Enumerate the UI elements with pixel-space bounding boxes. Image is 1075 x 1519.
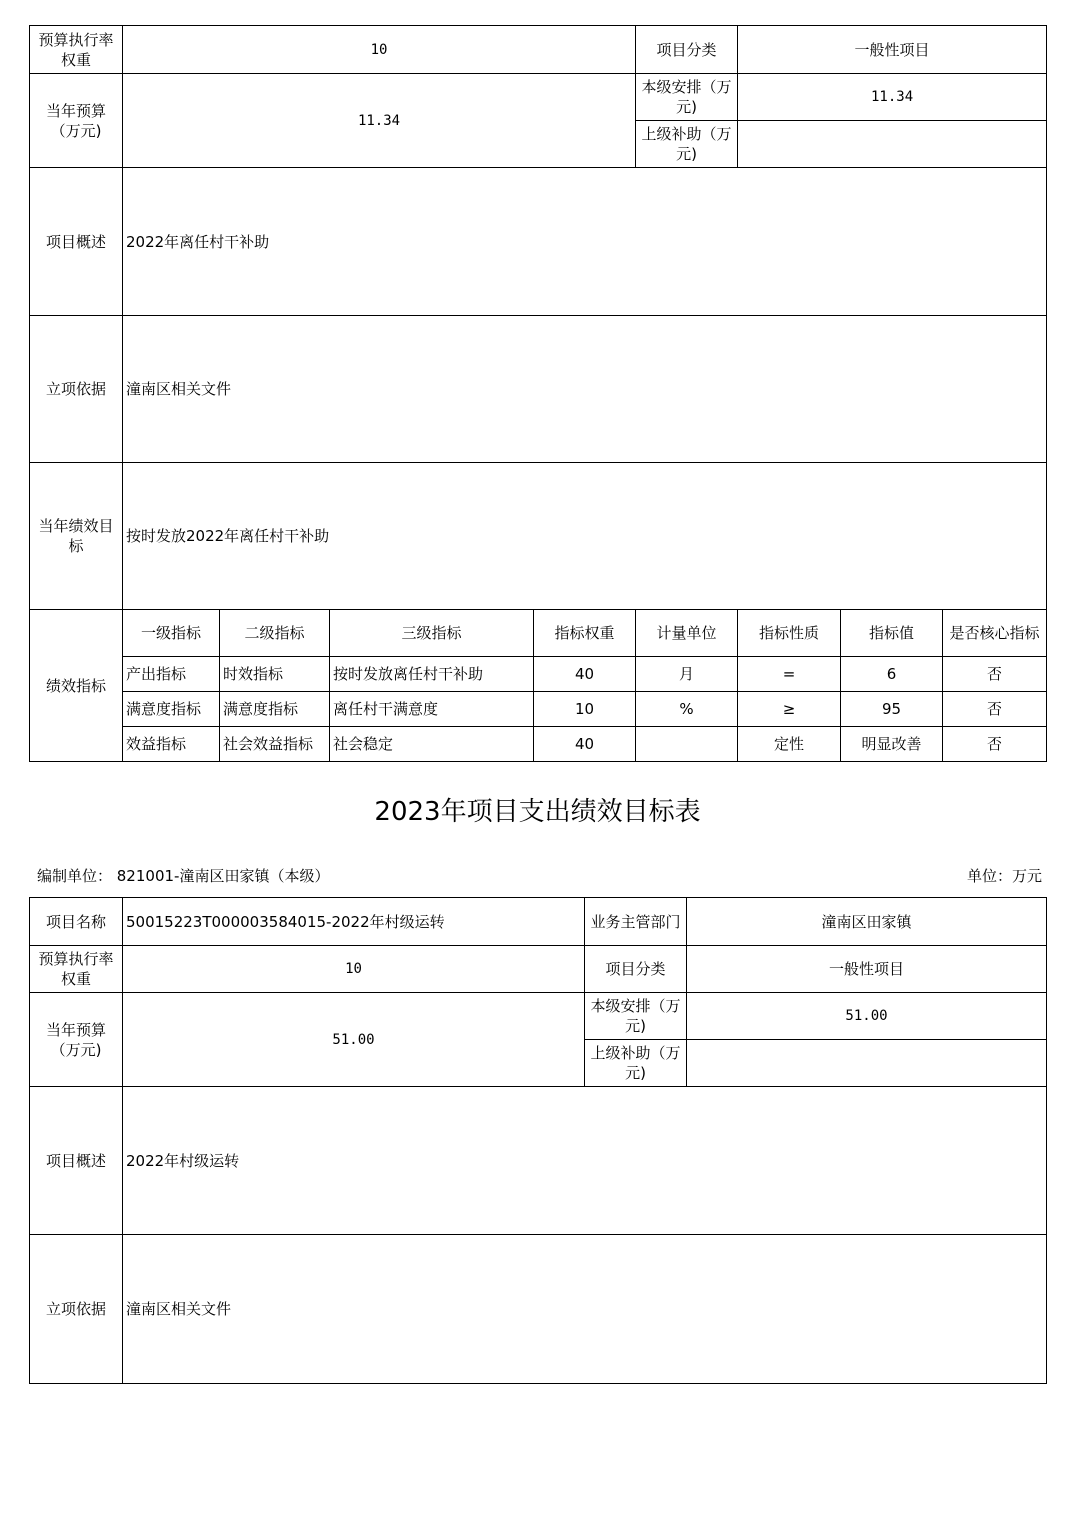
value-cell: 6 — [841, 657, 943, 692]
overview-value: 2022年村级运转 — [123, 1087, 1047, 1235]
basis-value: 潼南区相关文件 — [123, 316, 1047, 463]
level3-cell: 社会稳定 — [330, 727, 534, 762]
weight-cell: 40 — [534, 727, 636, 762]
header-cell: 二级指标 — [220, 610, 330, 657]
header-cell: 指标值 — [841, 610, 943, 657]
upper-subsidy-label: 上级补助（万元) — [636, 121, 738, 168]
value-cell: 95 — [841, 692, 943, 727]
level2-cell: 社会效益指标 — [220, 727, 330, 762]
core-cell: 否 — [943, 692, 1047, 727]
level2-cell: 满意度指标 — [220, 692, 330, 727]
core-cell: 否 — [943, 657, 1047, 692]
header-cell: 指标性质 — [738, 610, 841, 657]
header-cell: 一级指标 — [123, 610, 220, 657]
exec-weight-value: 10 — [123, 946, 585, 993]
upper-subsidy-value — [687, 1040, 1047, 1087]
level3-cell: 按时发放离任村干补助 — [330, 657, 534, 692]
table-row — [30, 727, 1047, 762]
weight-cell: 40 — [534, 657, 636, 692]
level3-cell: 离任村干满意度 — [330, 692, 534, 727]
performance-table-1 — [29, 25, 1047, 762]
level2-cell: 时效指标 — [220, 657, 330, 692]
exec-weight-label: 预算执行率权重 — [30, 946, 123, 993]
basis-value: 潼南区相关文件 — [123, 1235, 1047, 1384]
overview-value: 2022年离任村干补助 — [123, 168, 1047, 316]
level1-cell: 产出指标 — [123, 657, 220, 692]
core-cell: 否 — [943, 727, 1047, 762]
unit-cell — [636, 727, 738, 762]
exec-weight-value: 10 — [123, 26, 636, 74]
budget-label: 当年预算（万元) — [30, 74, 123, 168]
org-label: 编制单位： 821001-潼南区田家镇（本级） — [37, 867, 330, 885]
category-value: 一般性项目 — [687, 946, 1047, 993]
exec-weight-label: 预算执行率权重 — [30, 26, 123, 74]
header-cell: 是否核心指标 — [943, 610, 1047, 657]
header-cell: 指标权重 — [534, 610, 636, 657]
overview-label: 项目概述 — [30, 168, 123, 316]
perf-indicators-label: 绩效指标 — [30, 610, 123, 762]
level1-cell: 效益指标 — [123, 727, 220, 762]
category-value: 一般性项目 — [738, 26, 1047, 74]
upper-subsidy-label: 上级补助（万元) — [585, 1040, 687, 1087]
basis-label: 立项依据 — [30, 1235, 123, 1384]
goal-value: 按时发放2022年离任村干补助 — [123, 463, 1047, 610]
category-label: 项目分类 — [585, 946, 687, 993]
unit-cell: 月 — [636, 657, 738, 692]
budget-label: 当年预算（万元) — [30, 993, 123, 1087]
nature-cell: = — [738, 657, 841, 692]
basis-label: 立项依据 — [30, 316, 123, 463]
budget-value: 51.00 — [123, 993, 585, 1087]
table-row — [30, 657, 1047, 692]
budget-value: 11.34 — [123, 74, 636, 168]
dept-value: 潼南区田家镇 — [687, 898, 1047, 946]
header-cell: 三级指标 — [330, 610, 534, 657]
level1-cell: 满意度指标 — [123, 692, 220, 727]
nature-cell: ≥ — [738, 692, 841, 727]
goal-label: 当年绩效目标 — [30, 463, 123, 610]
weight-cell: 10 — [534, 692, 636, 727]
local-budget-value: 11.34 — [738, 74, 1047, 121]
overview-label: 项目概述 — [30, 1087, 123, 1235]
local-budget-value: 51.00 — [687, 993, 1047, 1040]
nature-cell: 定性 — [738, 727, 841, 762]
performance-table-2 — [29, 897, 1047, 1384]
value-cell: 明显改善 — [841, 727, 943, 762]
table-row — [30, 692, 1047, 727]
header-cell: 计量单位 — [636, 610, 738, 657]
unit-line — [37, 865, 1042, 887]
project-name-value: 50015223T000003584015-2022年村级运转 — [123, 898, 585, 946]
local-budget-label: 本级安排（万元) — [585, 993, 687, 1040]
category-label: 项目分类 — [636, 26, 738, 74]
dept-label: 业务主管部门 — [585, 898, 687, 946]
project-name-label: 项目名称 — [30, 898, 123, 946]
unit-label: 单位：万元 — [966, 867, 1042, 885]
page-title: 2023年项目支出绩效目标表 — [374, 797, 701, 827]
upper-subsidy-value — [738, 121, 1047, 168]
unit-cell: % — [636, 692, 738, 727]
local-budget-label: 本级安排（万元) — [636, 74, 738, 121]
